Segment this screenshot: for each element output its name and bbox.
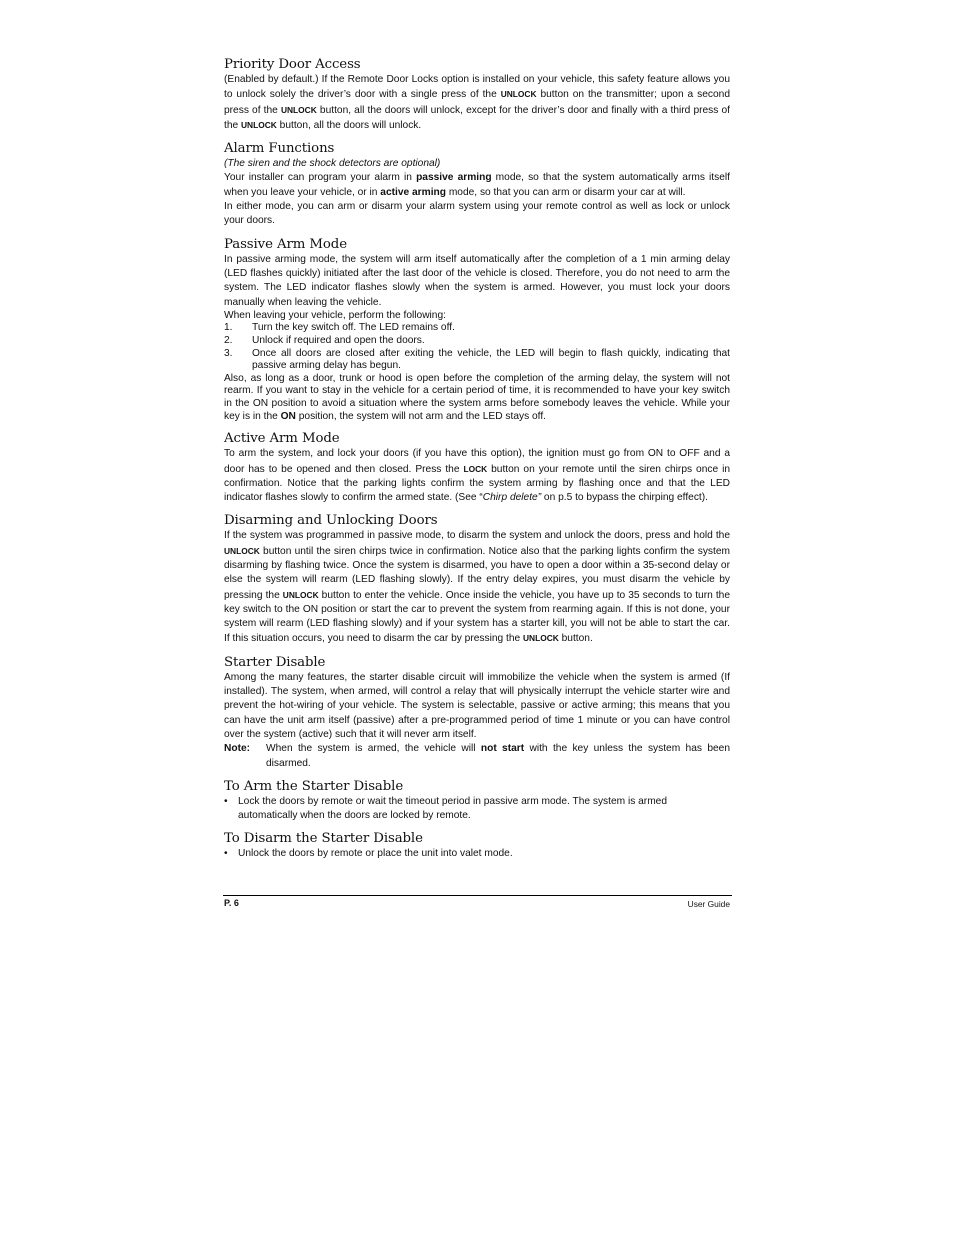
text: button, all the doors will unlock, except for the driver’s door and finally with a third press of the — [224, 104, 730, 131]
note-text — [266, 742, 730, 771]
text: Also, as long as a door, trunk or hood is open before the completion of the arming delay, the system will not rearm. If you want to stay in the vehicle for a certain period of time, it is recommended to have your key switch in the ON position to avoid a situation where the system arms before somebody leaves the vehicle. While your key is in the — [224, 372, 730, 422]
section-passive-arm-mode — [224, 236, 730, 424]
text: Your installer can program your alarm in — [224, 172, 417, 184]
list-number: 1. — [224, 322, 233, 334]
list-item — [224, 795, 730, 824]
heading-disarming-unlocking: Disarming and Unlocking Doors — [224, 513, 438, 529]
text: button on the transmitter; upon a second press of the — [224, 89, 730, 116]
emphasis: passive arming — [416, 172, 492, 184]
bullet-list — [224, 847, 730, 861]
unlock-button-label: UNLOCK — [282, 589, 319, 600]
unlock-button-label: UNLOCK — [280, 104, 317, 115]
unlock-button-label: UNLOCK — [522, 633, 559, 644]
list-text: Lock the doors by remote or wait the timeout period in passive arm mode. The system is armed automatically when the doors are locked by remote. — [238, 795, 668, 822]
unlock-button-label: UNLOCK — [241, 119, 277, 130]
section-priority-door-access — [224, 56, 730, 133]
list-item — [224, 322, 730, 335]
text: with the key unless the system has been disarmed. — [266, 743, 730, 769]
text: button until the siren chirps twice in confirmation. Notice also that the parking lights confirm the system disarming by flashing twice. Once the system is disarmed, you have to open a door within a 35-second delay or else the system will rearm (LED flashing slowly). If the entry delay expires, you must disarm the vehicle by pressing the — [224, 545, 730, 601]
text: button to enter the vehicle. Once inside the vehicle, you have up to 35 seconds to turn the key switch to the ON position or start the car to prevent the system from rearming again. If this is not done, your system will rearm (LED flashing slowly) and if your system has a starter kill, you will not be able to start the car. If this situation occurs, you need to disarm the car by pressing the — [224, 589, 730, 645]
text: position, the system will not arm and the LED stays off. — [295, 410, 546, 422]
paragraph — [224, 447, 730, 505]
text: (Enabled by default.) If the Remote Door Locks option is installed on your vehicle, this safety feature allows you to unlock solely the driver’s door with a single press of the — [224, 74, 730, 101]
paragraph — [224, 373, 730, 423]
unlock-button-label: UNLOCK — [500, 89, 537, 100]
section-alarm-functions — [224, 140, 730, 228]
unlock-button-label: UNLOCK — [224, 545, 260, 556]
page-number: P. 6 — [224, 898, 239, 908]
list-number: 3. — [224, 347, 233, 359]
list-item — [224, 847, 730, 861]
note-label: Note: — [224, 743, 251, 755]
section-starter-disable — [224, 654, 730, 771]
footer-label: User Guide — [687, 899, 730, 909]
emphasis: Chirp delete” — [482, 492, 542, 504]
paragraph — [224, 171, 730, 200]
text: When the system is armed, the vehicle will — [266, 743, 481, 755]
list-item — [224, 348, 730, 373]
emphasis: not start — [480, 743, 525, 755]
heading-active-arm-mode: Active Arm Mode — [224, 431, 340, 447]
list-text: Once all doors are closed after exiting the vehicle, the LED will begin to flash quickly, indicating that passive arming delay has begun. — [252, 347, 730, 372]
list-number: 2. — [224, 335, 233, 347]
text: button. — [558, 633, 593, 645]
bullet-list — [224, 795, 730, 824]
paragraph: In either mode, you can arm or disarm your alarm system using your remote control as well as lock or unlock your doors. — [224, 201, 730, 227]
paragraph: Among the many features, the starter disable circuit will immobilize the vehicle when the system is armed (If installed). The system, when armed, will control a relay that will physically interrupt the vehicle starter wire and prevent the hot-wiring of your vehicle. The system is selectable, passive or active arming; this means that you can have the unit arm itself (passive) after a pre-programmed period of time 1 minute or you can have control over the system (active) such that it will never arm itself. — [224, 671, 730, 740]
bullet-icon: • — [224, 848, 228, 860]
section-disarming-unlocking — [224, 512, 730, 646]
text: If the system was programmed in passive mode, to disarm the system and unlock the doors, press and hold the — [224, 530, 730, 542]
paragraph — [224, 529, 730, 646]
heading-alarm-functions: Alarm Functions — [224, 141, 335, 157]
section-arm-starter-disable — [224, 778, 730, 824]
paragraph: When leaving your vehicle, perform the following: — [224, 309, 446, 321]
text: mode, so that the system automatically arms itself when you leave your vehicle, or in — [224, 172, 730, 198]
paragraph: In passive arming mode, the system will arm itself automatically after the completion of a 1 min arming delay (LED flashes quickly) initiated after the last door of the vehicle is closed. Therefore, you do not need to arm the system. The LED indicator flashes slowly when the system is armed. However, you must lock your doors manually when leaving the vehicle. — [224, 253, 730, 308]
heading-disarm-starter-disable: To Disarm the Starter Disable — [224, 831, 423, 847]
text: To arm the system, and lock your doors (if you have this option), the ignition must go from ON to OFF and a door has to be opened and then closed. Press the — [224, 448, 730, 475]
lock-button-label: LOCK — [463, 463, 488, 474]
note — [224, 742, 730, 771]
heading-arm-starter-disable: To Arm the Starter Disable — [224, 778, 404, 794]
list-text: Turn the key switch off. The LED remains off. — [252, 322, 455, 334]
section-disarm-starter-disable — [224, 830, 730, 861]
list-text: Unlock the doors by remote or place the unit into valet mode. — [238, 848, 513, 860]
list-text: Unlock if required and open the doors. — [252, 335, 425, 347]
numbered-list — [224, 322, 730, 372]
heading-priority-door-access: Priority Door Access — [224, 57, 361, 72]
text: mode, so that you can arm or disarm your car at will. — [445, 186, 686, 198]
text: on p.5 to bypass the chirping effect). — [541, 492, 708, 504]
heading-passive-arm-mode: Passive Arm Mode — [224, 236, 347, 252]
text: button, all the doors will unlock. — [276, 119, 422, 131]
section-active-arm-mode — [224, 430, 730, 505]
bullet-icon: • — [224, 795, 228, 807]
emphasis: ON — [280, 410, 296, 422]
text: button on your remote until the siren chirps once in confirmation. Notice that the parking lights confirm the system arming by flashing once and that the LED indicator flashes slowly to confirm the armed state. (See “ — [224, 463, 730, 504]
footer-divider — [223, 895, 732, 896]
paragraph — [224, 73, 730, 133]
subtitle: (The siren and the shock detectors are optional) — [224, 158, 441, 170]
emphasis: active arming — [380, 186, 446, 198]
list-item — [224, 335, 730, 348]
heading-starter-disable: Starter Disable — [224, 654, 326, 670]
document-body — [224, 56, 730, 862]
